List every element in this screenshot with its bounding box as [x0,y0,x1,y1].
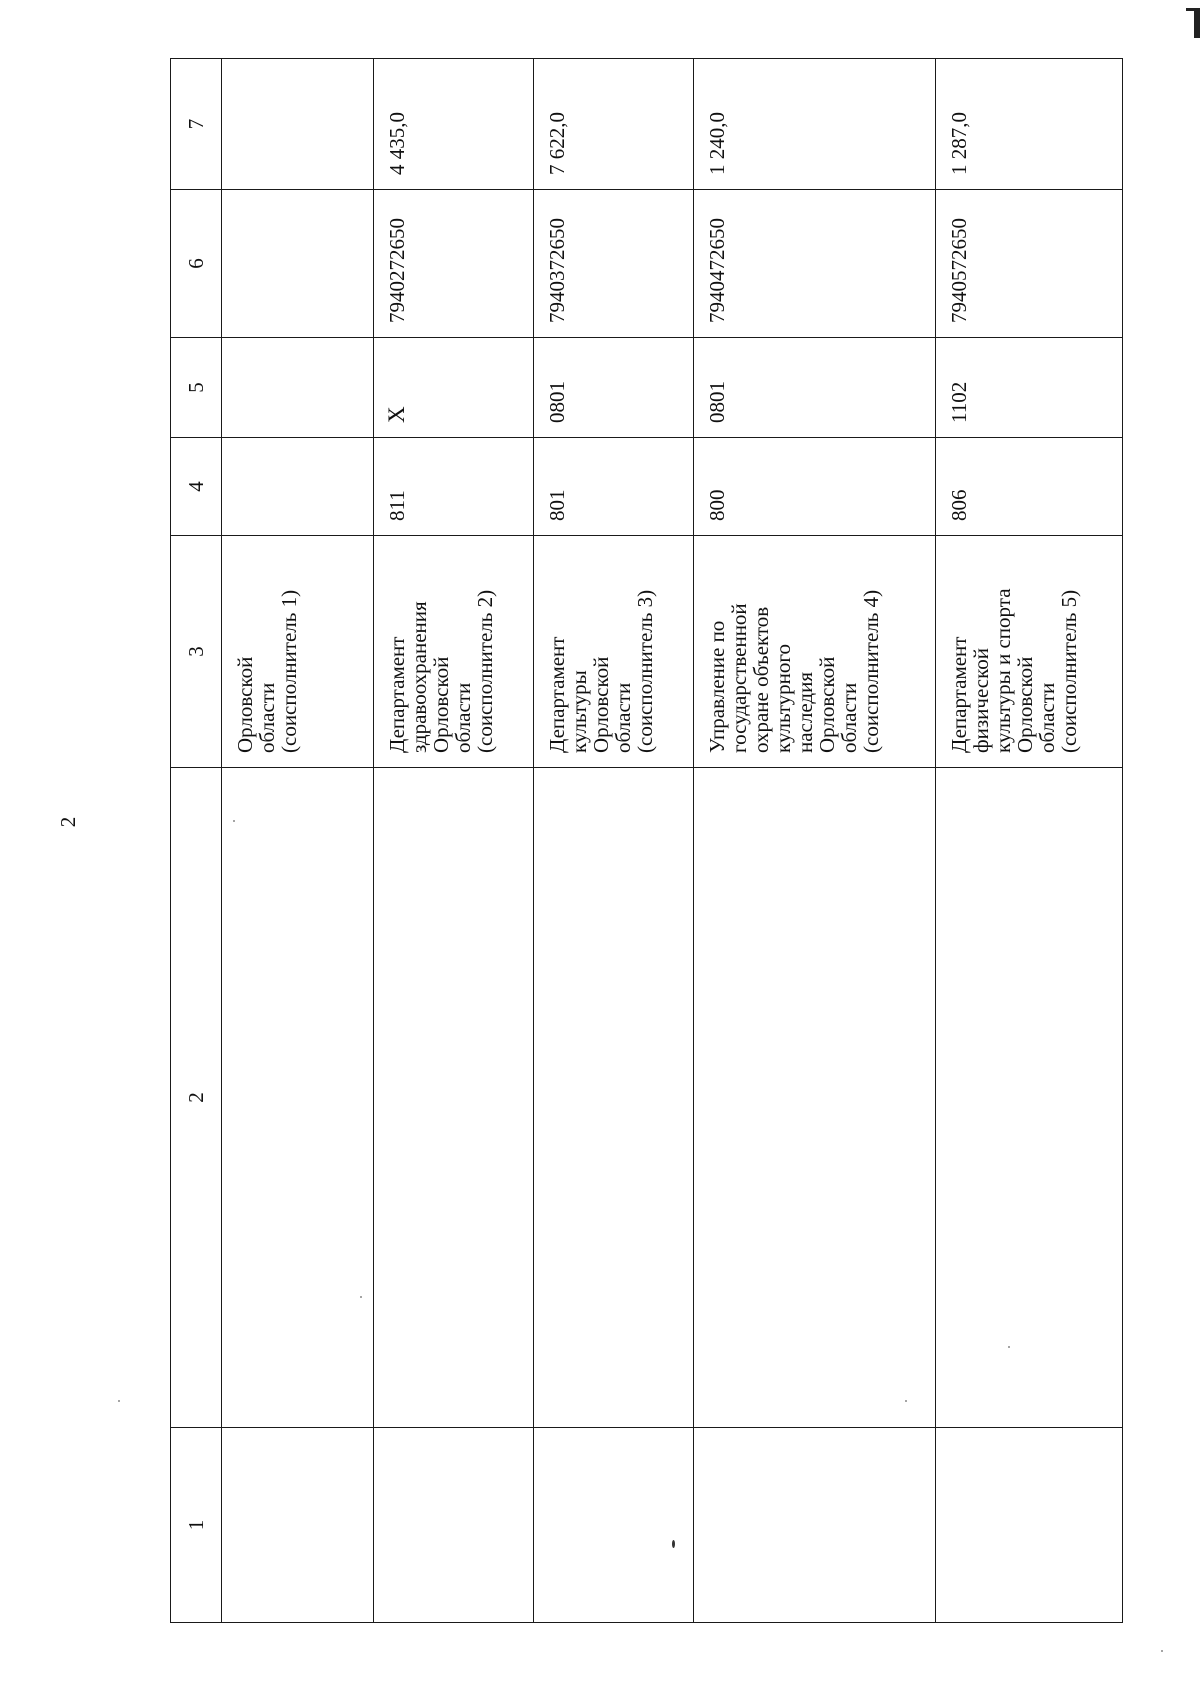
header-cell-7: 7 [171,59,222,190]
table-row [534,59,694,1623]
cell-code-4: 806 [936,438,1123,536]
cell-code-6: 7940472650 [694,190,936,338]
cell-code-5: 0801 [534,338,694,438]
cell-code-6: 7940272650 [374,190,534,338]
cell-col1 [222,1428,374,1623]
rotated-table-container [170,59,1082,1623]
cell-code-6: 7940372650 [534,190,694,338]
cell-col2 [374,768,534,1428]
cell-code-4: 800 [694,438,936,536]
scan-speck [905,1400,907,1402]
cell-code-6: 7940572650 [936,190,1123,338]
cell-amount: 1 240,0 [694,59,936,190]
cell-executor: Департамент здравоохранения Орловской области (соисполнитель 2) [374,536,534,768]
header-cell-4: 4 [171,438,222,536]
table-row [222,59,374,1623]
cell-amount [222,59,374,190]
page-number: 2 [56,816,80,828]
scan-speck [1161,1650,1163,1652]
scan-speck [118,1400,120,1402]
cell-code-4: 811 [374,438,534,536]
cell-amount: 1 287,0 [936,59,1123,190]
header-cell-2: 2 [171,768,222,1428]
corner-mark [1194,8,1200,38]
scan-speck [672,1540,675,1548]
header-cell-6: 6 [171,190,222,338]
table-row [936,59,1123,1623]
cell-code-4: 801 [534,438,694,536]
cell-executor: Департамент культуры Орловской области (соисполнитель 3) [534,536,694,768]
cell-col2 [534,768,694,1428]
cell-executor: Орловской области (соисполнитель 1) [222,536,374,768]
cell-amount: 7 622,0 [534,59,694,190]
cell-col1 [374,1428,534,1623]
data-table [170,58,1123,1623]
cell-code-5 [222,338,374,438]
cell-col1 [534,1428,694,1623]
scan-speck [360,1296,362,1298]
cell-executor: Управление по государственной охране объектов культурного наследия Орловской области (соисполнитель 4) [694,536,936,768]
scan-speck [1008,1346,1010,1348]
cell-code-6 [222,190,374,338]
cell-amount: 4 435,0 [374,59,534,190]
cell-col2 [936,768,1123,1428]
header-cell-3: 3 [171,536,222,768]
cell-code-5: 1102 [936,338,1123,438]
cell-col1 [936,1428,1123,1623]
cell-col1 [694,1428,936,1623]
cell-col2 [222,768,374,1428]
cell-code-5: X [374,338,534,438]
scan-speck [233,820,235,822]
table-row [374,59,534,1623]
cell-code-5: 0801 [694,338,936,438]
table-row [694,59,936,1623]
header-cell-1: 1 [171,1428,222,1623]
cell-code-4 [222,438,374,536]
cell-executor: Департамент физической культуры и спорта Орловской области (соисполнитель 5) [936,536,1123,768]
cell-col2 [694,768,936,1428]
header-cell-5: 5 [171,338,222,438]
header-row [171,59,222,1623]
